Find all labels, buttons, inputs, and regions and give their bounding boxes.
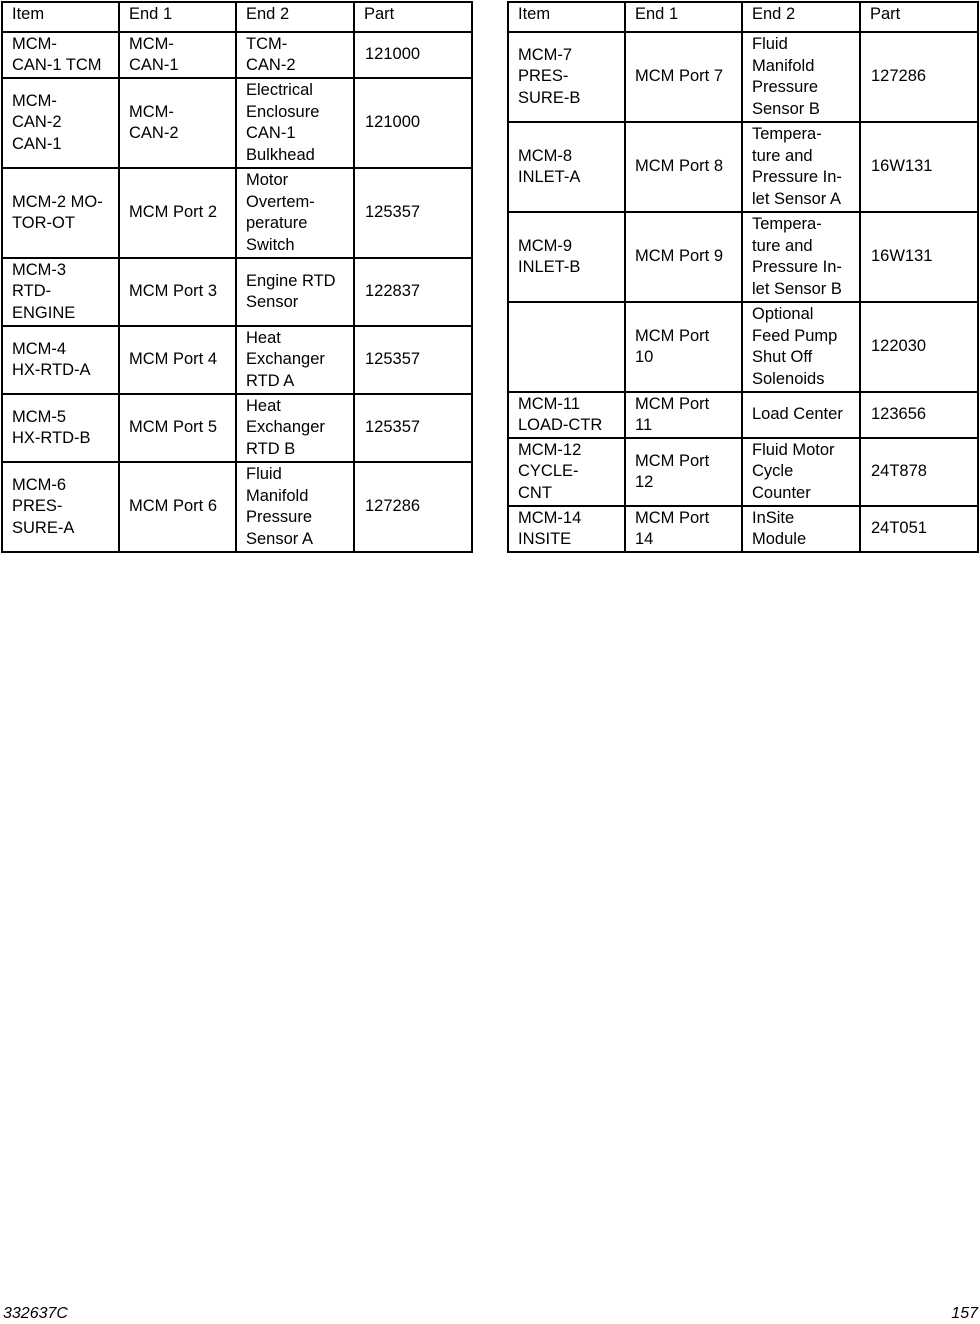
table-row (2, 326, 472, 394)
cell-part: 16W131 (860, 122, 978, 212)
cell-end-2: Fluid Motor Cycle Counter (742, 438, 860, 506)
cell-part: 123656 (860, 392, 978, 438)
cell-item: MCM-6 PRES- SURE-A (2, 462, 119, 552)
cell-part: 127286 (354, 462, 472, 552)
cell-end-2: InSite Module (742, 506, 860, 552)
header-part: Part (860, 2, 978, 32)
cell-part: 16W131 (860, 212, 978, 302)
cell-end-1: MCM Port 5 (119, 394, 236, 462)
cell-end-1: MCM Port 14 (625, 506, 742, 552)
cell-part: 121000 (354, 32, 472, 78)
table-row (2, 462, 472, 552)
cell-end-1: MCM Port 6 (119, 462, 236, 552)
cell-end-2: Tempera- ture and Pressure In- let Sensor B (742, 212, 860, 302)
header-end-1: End 1 (625, 2, 742, 32)
table-row (2, 258, 472, 326)
cell-end-2: Motor Overtem- perature Switch (236, 168, 354, 258)
cell-part: 122030 (860, 302, 978, 392)
cell-end-1: MCM Port 9 (625, 212, 742, 302)
cable-table-right (507, 1, 979, 553)
cell-item: MCM-2 MO- TOR-OT (2, 168, 119, 258)
table-row (508, 392, 978, 438)
table-row (508, 122, 978, 212)
header-end-2: End 2 (236, 2, 354, 32)
table-row (508, 32, 978, 122)
cell-end-1: MCM Port 3 (119, 258, 236, 326)
cell-end-2: Tempera- ture and Pressure In- let Sensor A (742, 122, 860, 212)
cell-item: MCM-7 PRES- SURE-B (508, 32, 625, 122)
table-header-row (508, 2, 978, 32)
cell-end-2: Engine RTD Sensor (236, 258, 354, 326)
header-item: Item (508, 2, 625, 32)
cell-part: 121000 (354, 78, 472, 168)
cell-end-2: Electrical Enclosure CAN-1 Bulkhead (236, 78, 354, 168)
cell-item: MCM-8 INLET-A (508, 122, 625, 212)
cell-end-2: Load Center (742, 392, 860, 438)
cell-part: 125357 (354, 326, 472, 394)
cell-end-2: Fluid Manifold Pressure Sensor B (742, 32, 860, 122)
table-row (508, 506, 978, 552)
cable-table-left (1, 1, 473, 553)
cell-item: MCM-11 LOAD-CTR (508, 392, 625, 438)
cell-item: MCM- CAN-1 TCM (2, 32, 119, 78)
cell-item: MCM-5 HX-RTD-B (2, 394, 119, 462)
cell-end-1: MCM Port 2 (119, 168, 236, 258)
table-header-row (2, 2, 472, 32)
cell-end-1: MCM Port 12 (625, 438, 742, 506)
cell-part: 127286 (860, 32, 978, 122)
cell-item: MCM-14 INSITE (508, 506, 625, 552)
table-row (508, 212, 978, 302)
table-row (508, 302, 978, 392)
cell-part: 125357 (354, 394, 472, 462)
cell-end-2: Optional Feed Pump Shut Off Solenoids (742, 302, 860, 392)
cell-end-1: MCM Port 7 (625, 32, 742, 122)
document-number: 332637C (3, 1305, 68, 1322)
cell-end-1: MCM Port 11 (625, 392, 742, 438)
cell-end-2: TCM- CAN-2 (236, 32, 354, 78)
cell-item: MCM-3 RTD- ENGINE (2, 258, 119, 326)
cell-part: 122837 (354, 258, 472, 326)
header-item: Item (2, 2, 119, 32)
cell-part: 24T878 (860, 438, 978, 506)
cell-end-1: MCM Port 4 (119, 326, 236, 394)
cell-item: MCM- CAN-2 CAN-1 (2, 78, 119, 168)
cell-part: 125357 (354, 168, 472, 258)
cell-end-2: Heat Exchanger RTD A (236, 326, 354, 394)
table-row (2, 32, 472, 78)
table-row (2, 78, 472, 168)
header-end-2: End 2 (742, 2, 860, 32)
cell-end-1: MCM Port 10 (625, 302, 742, 392)
table-row (508, 438, 978, 506)
table-row (2, 168, 472, 258)
cell-item: MCM-4 HX-RTD-A (2, 326, 119, 394)
cell-end-1: MCM- CAN-1 (119, 32, 236, 78)
cell-end-1: MCM Port 8 (625, 122, 742, 212)
header-end-1: End 1 (119, 2, 236, 32)
cell-item: MCM-9 INLET-B (508, 212, 625, 302)
cell-end-2: Heat Exchanger RTD B (236, 394, 354, 462)
cell-item: MCM-12 CYCLE- CNT (508, 438, 625, 506)
cell-item (508, 302, 625, 392)
cell-end-1: MCM- CAN-2 (119, 78, 236, 168)
page-number: 157 (951, 1305, 978, 1322)
cell-end-2: Fluid Manifold Pressure Sensor A (236, 462, 354, 552)
header-part: Part (354, 2, 472, 32)
cell-part: 24T051 (860, 506, 978, 552)
table-row (2, 394, 472, 462)
